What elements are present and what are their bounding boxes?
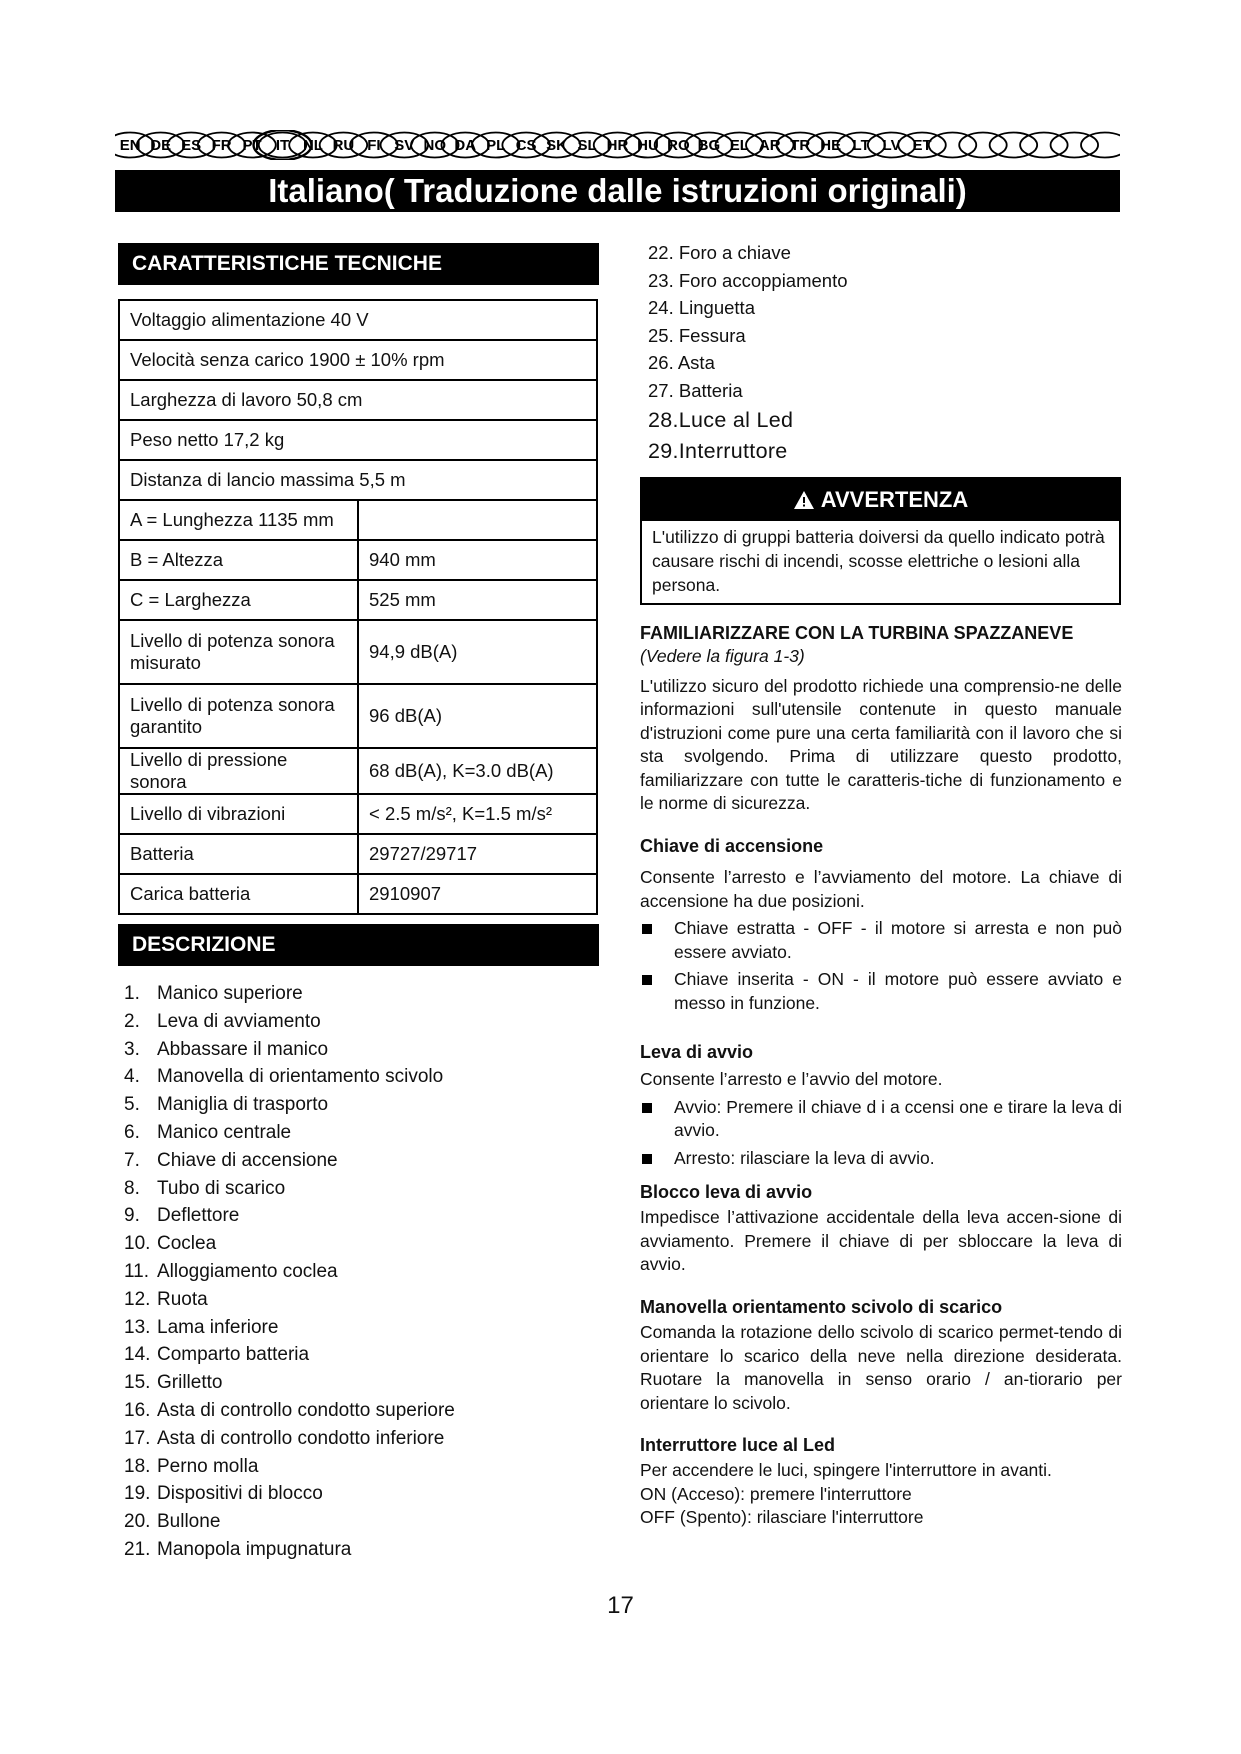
spec-battery-value: 29727/29717 [358,834,597,874]
item-number: 1. [124,983,140,1004]
table-row [119,620,597,684]
item-number: 15. [124,1372,151,1394]
table-row [119,540,597,580]
language-tabs-graphic [115,130,1120,160]
table-row [119,420,597,460]
chute-crank-section [640,1295,1122,1415]
language-tab [115,133,154,158]
item-number: 7. [124,1149,140,1171]
item-number: 5. [124,1094,140,1116]
spec-breadth: C = Larghezza [119,580,358,620]
table-row [119,834,597,874]
item-number: 11. [124,1260,150,1282]
list-item [640,917,1122,964]
language-tab-outline [1020,133,1068,158]
item-label: Ruota [157,1288,208,1310]
page-title: Italiano( Traduzione dalle istruzioni originali) [115,170,1120,212]
language-tab-outline [1051,133,1099,158]
table-row [119,874,597,914]
table-row [119,340,597,380]
table-row [119,380,597,420]
list-item [124,1147,455,1175]
language-tab [776,133,824,158]
table-row [119,684,597,748]
item-label: Coclea [157,1233,217,1255]
item-number: 20. [124,1511,151,1533]
language-tab [990,133,1038,158]
item-label: Leva di avviamento [157,1010,321,1032]
list-item [124,1480,455,1508]
item-number: 2. [124,1010,140,1032]
list-item [124,1258,455,1286]
list-item [124,1341,455,1369]
spec-charger-value: 2910907 [358,874,597,914]
item-label: Manico centrale [157,1121,292,1143]
table-row [119,460,597,500]
bullet-square-icon [642,924,652,934]
language-tab [746,133,794,158]
item-label: Manopola impugnatura [157,1538,352,1560]
list-item [124,980,455,1008]
language-tab [929,133,977,158]
warning-triangle-icon [793,490,815,510]
language-tab [1081,133,1120,158]
list-item [124,1175,455,1203]
led-switch-line-2: ON (Acceso): premere l'interruttore [640,1483,912,1504]
led-switch-line-1: Per accendere le luci, spingere l'interruttore in avanti. [640,1460,1052,1480]
item-label: Tubo di scarico [157,1177,286,1199]
lever-lock-text: Impedisce l’attivazione accidentale della leva accen-sione di avviamento. Premere il chiave di per sbloccare la leva di avvio. [640,1207,1122,1274]
key-section [640,834,1122,1019]
chute-crank-heading: Manovella orientamento scivolo di scarico [640,1297,1003,1317]
item-label: Deflettore [157,1205,240,1227]
warning-box [640,477,1121,605]
item-number: 3. [124,1038,140,1060]
spec-charger: Carica batteria [119,874,358,914]
figure-reference: (Vedere la figura 1-3) [640,646,805,666]
table-row [119,748,597,794]
language-tab [259,133,307,158]
item-label: Maniglia di trasporto [157,1094,329,1116]
language-tab [167,133,215,158]
list-item: 22. Foro a chiave [648,242,791,263]
list-item [640,1147,1122,1171]
list-item: 27. Batteria [648,379,743,401]
warning-text: L'utilizzo di gruppi batteria doiversi da quello indicato potrà causare rischi di incendi, scosse elettriche o lesioni alla persona. [652,527,1105,595]
key-text: Consente l’arresto e l’avviamento del motore. La chiave di accensione ha due posizioni. [640,867,1122,911]
key-bullet-off: Chiave estratta - OFF - il motore si arresta e non può essere avviato. [674,918,1122,962]
item-label: Lama inferiore [157,1316,279,1338]
list-item [640,968,1122,1015]
spec-height-value: 940 mm [358,540,597,580]
specs-heading: CARATTERISTICHE TECNICHE [118,243,599,285]
item-label: Perno molla [157,1455,259,1477]
spec-length: A = Lunghezza 1135 mm [119,500,358,540]
spec-vibration-value: < 2.5 m/s², K=1.5 m/s² [358,794,597,834]
list-item: 24. Linguetta [648,297,755,319]
language-code: CS [515,137,537,154]
item-number: 6. [124,1121,140,1143]
list-item [124,1286,455,1314]
familiarize-section [640,621,1122,816]
language-tab [502,133,550,158]
item-number: 9. [124,1205,140,1227]
language-tab [594,133,642,158]
item-number: 18. [124,1455,151,1477]
item-label: Chiave di accensione [157,1149,338,1171]
item-label: Comparto batteria [157,1344,310,1366]
language-code: DA [454,137,477,154]
list-item [124,1119,455,1147]
item-label: Asta di controllo condotto superiore [157,1399,455,1421]
language-code: LT [852,137,870,154]
bullet-square-icon [642,975,652,985]
spec-vibration: Livello di vibrazioni [119,794,358,834]
bullet-square-icon [642,1154,652,1164]
language-tab [837,133,885,158]
list-item: 28.Luce al Led [648,407,794,432]
description-heading: DESCRIZIONE [118,924,599,966]
language-tab [807,133,855,158]
spec-height: B = Altezza [119,540,358,580]
description-list [124,980,455,1564]
list-item [124,1036,455,1064]
language-code: FR [211,137,232,154]
language-tab [868,133,916,158]
spec-weight: Peso netto 17,2 kg [119,420,597,460]
language-tab-outline [929,133,977,158]
table-row [119,580,597,620]
item-label: Grilletto [157,1372,223,1394]
list-item [124,1508,455,1536]
list-item [124,1425,455,1453]
language-code: FI [367,137,381,154]
list-item [124,1230,455,1258]
spec-width: Larghezza di lavoro 50,8 cm [119,380,597,420]
led-switch-heading: Interruttore luce al Led [640,1435,836,1455]
item-number: 8. [124,1177,140,1199]
list-item [124,1536,455,1564]
lever-heading: Leva di avvio [640,1042,754,1062]
specs-table [118,299,598,915]
language-tab [959,133,1007,158]
spec-sound-pressure: Livello di pressione sonora [119,748,358,794]
language-tab [137,133,185,158]
list-item [640,1096,1122,1143]
language-tab [228,133,276,158]
table-row [119,300,597,340]
spec-sound-power-guaranteed: Livello di potenza sonora garantito [119,684,358,748]
language-tab [685,133,733,158]
language-tab [716,133,764,158]
led-switch-line-3: OFF (Spento): rilasciare l'interruttore [640,1507,924,1527]
language-tab [441,133,489,158]
item-label: Asta di controllo condotto inferiore [157,1427,445,1449]
language-code: BG [697,137,721,154]
spec-throw: Distanza di lancio massima 5,5 m [119,460,597,500]
warning-title: AVVERTENZA [820,487,969,512]
spec-battery: Batteria [119,834,358,874]
list-item [124,1453,455,1481]
item-number: 10. [124,1233,151,1255]
bullet-square-icon [642,1103,652,1113]
language-code: SV [394,137,415,154]
list-item [124,1202,455,1230]
list-item [124,1369,455,1397]
spec-sound-power-measured-value: 94,9 dB(A) [358,620,597,684]
language-tab [350,133,398,158]
language-tab [320,133,368,158]
lever-bullet-stop: Arresto: rilasciare la leva di avvio. [674,1147,935,1168]
spec-length-value [358,500,597,540]
language-code: IT [275,137,290,154]
language-tab [289,133,337,158]
language-tab-outline [990,133,1038,158]
item-label: Manovella di orientamento scivolo [157,1066,444,1088]
page-number: 17 [607,1592,634,1619]
list-item [124,1314,455,1342]
language-tab [198,133,246,158]
language-tab [411,133,459,158]
item-number: 14. [124,1344,151,1366]
language-code: HR [606,137,629,154]
familiarize-heading: FAMILIARIZZARE CON LA TURBINA SPAZZANEVE [640,623,1074,643]
table-row [119,500,597,540]
lever-section [640,1040,1122,1174]
list-item [124,1008,455,1036]
chute-crank-text: Comanda la rotazione dello scivolo di scarico permet-tendo di orientare lo scarico della neve nella direzione desiderata. Ruotare la manovella in senso orario / an-tiorario per orientare lo scivolo. [640,1322,1122,1413]
language-tab [898,133,946,158]
language-code: EL [729,137,749,154]
language-code: EN [119,137,141,154]
language-code: DE [150,137,172,154]
list-item: 23. Foro accoppiamento [648,269,848,291]
item-number: 17. [124,1427,151,1449]
item-number: 21. [124,1538,151,1560]
item-label: Dispositivi di blocco [157,1483,323,1505]
language-tab [533,133,581,158]
language-tab [1020,133,1068,158]
language-tab [381,133,429,158]
language-code: AR [758,137,781,154]
language-code: HU [637,137,659,154]
led-switch-section [640,1433,1122,1530]
language-code: PT [242,137,262,154]
item-label: Bullone [157,1511,221,1533]
language-tab-outline [959,133,1007,158]
spec-voltage: Voltaggio alimentazione 40 V [119,300,597,340]
lever-lock-section [640,1180,1122,1277]
familiarize-text: L'utilizzo sicuro del prodotto richiede una comprensio-ne delle informazioni sull'utensile contenute in questo manuale d'istruzioni come pure una certa familiarità con il lavoro che si sta svolgendo. Prima di utilizzare questo prodotto, familiarizzare con tutte le caratteris-tiche di funzionamento e le norme di sicurezza. [640,675,1122,813]
item-label: Manico superiore [157,983,303,1004]
item-number: 16. [124,1399,151,1421]
language-tab [563,133,611,158]
item-number: 13. [124,1316,151,1338]
item-label: Alloggiamento coclea [157,1260,338,1282]
list-item: 26. Asta [648,352,715,374]
list-item [124,1091,455,1119]
list-item: 25. Fessura [648,324,746,346]
language-code: PL [486,137,506,154]
language-code: RU [332,137,355,154]
language-code: LV [882,137,901,154]
key-heading: Chiave di accensione [640,836,824,856]
description-list-continued [648,239,848,467]
language-code: SK [546,137,568,154]
language-tab [624,133,672,158]
table-row [119,794,597,834]
language-code: HE [820,137,842,154]
language-code: NO [423,137,447,154]
list-item: 29.Interruttore [648,438,788,463]
language-tab-outline [1081,133,1120,158]
item-label: Abbassare il manico [157,1038,329,1060]
language-code: TR [790,137,811,154]
list-item [124,1397,455,1425]
list-item [124,1063,455,1091]
spec-speed: Velocità senza carico 1900 ± 10% rpm [119,340,597,380]
language-tab [1051,133,1099,158]
language-tab [472,133,520,158]
spec-breadth-value: 525 mm [358,580,597,620]
warning-header [642,479,1119,521]
language-code: RO [667,137,690,154]
language-code: ES [181,137,202,154]
language-tab [655,133,703,158]
item-number: 12. [124,1288,151,1310]
spec-sound-pressure-value: 68 dB(A), K=3.0 dB(A) [358,748,597,794]
lever-bullet-start: Avvio: Premere il chiave d i a ccensi one e tirare la leva di avvio. [674,1096,1122,1140]
spec-sound-power-guaranteed-value: 96 dB(A) [358,684,597,748]
language-code: ET [912,137,932,154]
language-code: SL [577,137,597,154]
spec-sound-power-measured: Livello di potenza sonora misurato [119,620,358,684]
item-number: 19. [124,1483,151,1505]
key-bullet-on: Chiave inserita - ON - il motore può essere avviato e messo in funzione. [674,969,1122,1013]
language-tab-strip [115,130,1120,160]
lever-text: Consente l’arresto e l’avvio del motore. [640,1069,943,1089]
item-number: 4. [124,1066,140,1088]
language-code: NL [302,137,323,154]
lever-lock-heading: Blocco leva di avvio [640,1182,813,1202]
